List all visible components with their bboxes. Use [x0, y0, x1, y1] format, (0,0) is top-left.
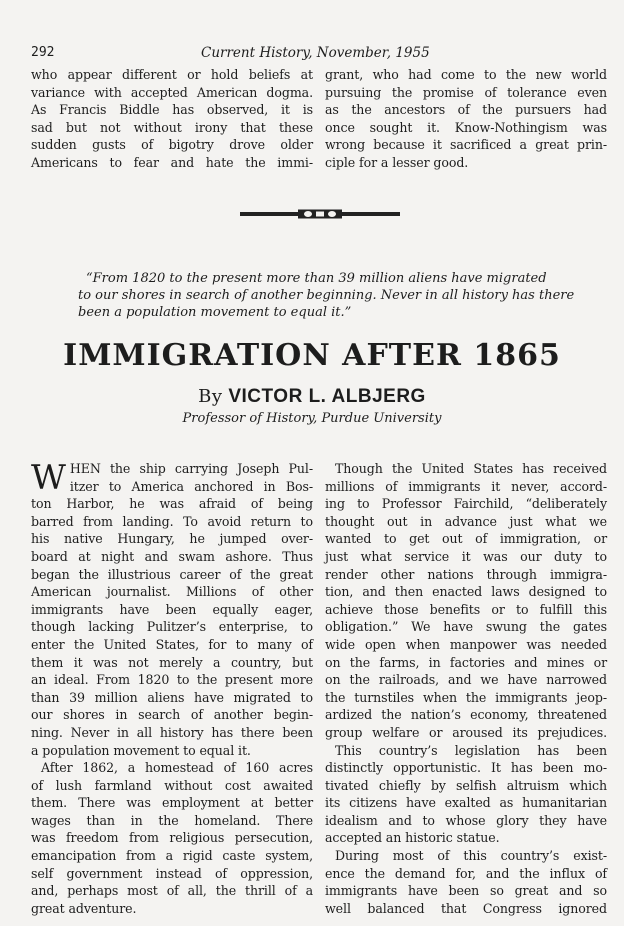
text-line: barred from landing. To avoid return to — [31, 513, 313, 529]
text-line: its citizens have exalted as humanitarian — [325, 795, 607, 811]
text-line: As Francis Biddle has observed, it is — [31, 102, 313, 118]
text-line: itzer to America anchored in Bos- — [69, 478, 313, 494]
text-line: Though the United States has received — [335, 461, 607, 476]
text-line: thought out in advance just what we — [325, 513, 607, 529]
text-line: After 1862, a homestead of 160 acres — [41, 760, 313, 776]
text-line: ence the demand for, and the influx of — [325, 865, 607, 881]
byline — [0, 386, 624, 408]
text-line: obligation.” We have swung the gates — [325, 619, 607, 635]
text-line: ning. Never in all history has there been — [31, 724, 313, 740]
text-line: was freedom from religious persecution, — [31, 830, 313, 846]
text-line: a population movement to equal it. — [31, 742, 251, 758]
text-line: group welfare or aroused its prejudices. — [325, 724, 607, 740]
article-title: IMMIGRATION AFTER 1865 — [63, 338, 561, 373]
text-line: ciple for a lesser good. — [325, 154, 469, 170]
text-line: enter the United States, for to many of — [31, 636, 313, 652]
continued-text-left-column — [31, 66, 313, 172]
text-line: though lacking Pulitzer’s enterprise, to — [31, 619, 313, 635]
text-line: began the illustrious career of the great — [31, 566, 313, 582]
text-line: tion, and then enacted laws designed to — [325, 584, 607, 600]
text-line: just what service it was our duty to — [325, 548, 607, 564]
text-line: them. There was employment at better — [31, 795, 313, 811]
text-line: wide open when manpower was needed — [325, 636, 607, 652]
text-line: ardized the nation’s economy, threatened — [325, 707, 607, 723]
text-line: emancipation from a rigid caste system, — [31, 848, 313, 864]
text-line: HEN the ship carrying Joseph Pul- — [69, 461, 313, 476]
section-divider-ornament — [240, 209, 400, 219]
text-line: accepted an historic statue. — [325, 830, 500, 846]
running-title: Current History, November, 1955 — [201, 45, 430, 61]
text-line: pursuing the promise of tolerance even — [325, 84, 607, 100]
continued-text-right-column — [325, 66, 607, 172]
text-line: well balanced that Congress ignored — [325, 900, 607, 916]
author-affiliation: Professor of History, Purdue University — [182, 411, 442, 426]
body-left-column — [31, 460, 313, 917]
pull-quote-line: been a population movement to equal it.” — [78, 305, 352, 320]
text-line: our shores in search of another begin- — [31, 707, 313, 723]
page-header — [31, 43, 601, 63]
text-line: millions of immigrants it never, accord- — [325, 478, 607, 494]
text-line: render other nations through immigra- — [325, 566, 607, 582]
text-line: wrong because it sacrificed a great prin- — [325, 137, 607, 153]
body-right-column — [325, 460, 607, 917]
text-line: his native Hungary, he jumped over- — [31, 531, 313, 547]
text-line: the turnstiles when the immigrants jeop- — [325, 689, 607, 705]
page-number: 292 — [31, 45, 55, 60]
author-name: VICTOR L. ALBJERG — [228, 386, 426, 407]
text-line: grant, who had come to the new world — [325, 67, 607, 82]
pull-quote-line: “From 1820 to the present more than 39 million aliens have migrated — [86, 271, 547, 286]
text-line: idealism and to whose glory they have — [325, 812, 607, 828]
text-line: This country’s legislation has been — [335, 742, 607, 758]
text-line: great adventure. — [31, 900, 137, 916]
text-line: ton Harbor, he was afraid of being — [31, 496, 313, 512]
text-line: distinctly opportunistic. It has been mo- — [325, 760, 607, 776]
text-line: board at night and swam ashore. Thus — [31, 548, 313, 564]
pull-quote — [78, 270, 575, 321]
text-line: wanted to get out of immigration, or — [325, 531, 607, 547]
text-line: them it was not merely a country, but — [31, 654, 313, 670]
pull-quote-line: to our shores in search of another beginning. Never in all history has there — [78, 288, 575, 303]
text-line: than 39 million aliens have migrated to — [31, 689, 313, 705]
text-line: on the farms, in factories and mines or — [325, 654, 607, 670]
text-line: immigrants have been equally eager, — [31, 601, 313, 617]
text-line: of lush farmland without cost awaited — [31, 777, 313, 793]
byline-by: By — [198, 386, 223, 407]
text-line: Americans to fear and hate the immi- — [31, 154, 313, 170]
text-line: tivated chiefly by selfish altruism which — [325, 777, 607, 793]
text-line: who appear different or hold beliefs at — [31, 67, 313, 82]
text-line: ing to Professor Fairchild, “deliberately — [325, 496, 607, 512]
text-line: sad but not without irony that these — [31, 119, 313, 135]
text-line: immigrants have been so great and so — [325, 883, 607, 899]
text-line: and, perhaps most of all, the thrill of a — [31, 883, 313, 899]
text-line: During most of this country’s exist- — [335, 848, 607, 864]
text-line: wages than in the homeland. There — [31, 812, 313, 828]
text-line: self government instead of oppression, — [31, 865, 313, 881]
text-line: as the ancestors of the pursuers had — [325, 102, 607, 118]
drop-cap: W — [31, 458, 66, 498]
text-line: an ideal. From 1820 to the present more — [31, 672, 313, 688]
text-line: once sought it. Know-Nothingism was — [325, 119, 607, 135]
text-line: achieve those benefits or to fulfill this — [325, 601, 607, 617]
text-line: sudden gusts of bigotry drove older — [31, 137, 313, 153]
text-line: American journalist. Millions of other — [31, 584, 313, 600]
text-line: on the railroads, and we have narrowed — [325, 672, 607, 688]
text-line: variance with accepted American dogma. — [31, 84, 313, 100]
